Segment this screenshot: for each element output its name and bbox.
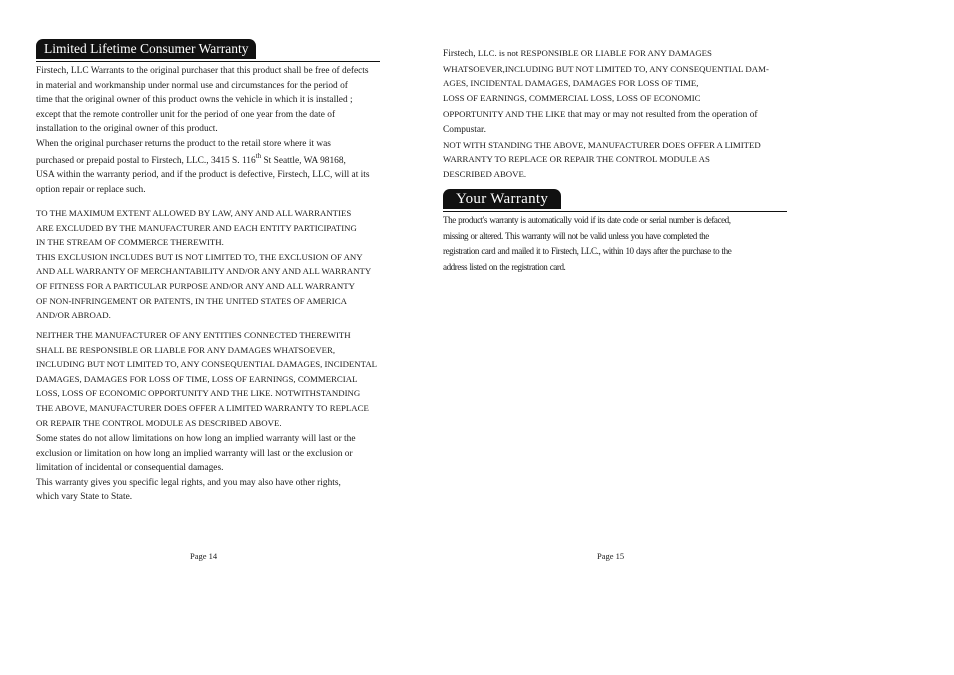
text-line — [443, 107, 793, 123]
text-line: NEITHER THE MANUFACTURER OF ANY ENTITIES CONNECTED THEREWITH — [36, 330, 351, 340]
warranty-terms-paragraph — [36, 64, 386, 197]
text-line: WARRANTY TO REPLACE OR REPAIR THE CONTROL MODULE AS — [443, 154, 710, 165]
page-number: Page 14 — [190, 551, 218, 561]
lifetime-warranty-title: Limited Lifetime Consumer Warranty — [36, 39, 256, 59]
text-line: The product's warranty is automatically void if its date code or serial number is defaced, — [443, 215, 731, 225]
text-line: installation to the original owner of this product. — [36, 124, 218, 135]
state-rights-paragraph — [36, 432, 386, 505]
text-line: ARE EXCLUDED BY THE MANUFACTURER AND EACH ENTITY PARTICIPATING — [36, 222, 357, 233]
address-line — [36, 151, 386, 169]
text-line: This warranty gives you specific legal rights, and you may also have other rights, — [36, 477, 341, 488]
text-line: which vary State to State. — [36, 492, 133, 503]
text-line: except that the remote controller unit for the period of one year from the date of — [36, 109, 336, 120]
your-warranty-title: Your Warranty — [443, 189, 561, 209]
text-line: OR REPAIR THE CONTROL MODULE AS DESCRIBED ABOVE. — [36, 417, 282, 428]
text-line: AGES, INCIDENTAL DAMAGES, DAMAGES FOR LOSS OF TIME, — [443, 78, 699, 89]
liability-continued-paragraph — [443, 46, 793, 181]
text-line: time that the original owner of this product owns the vehicle in which it is installed ; — [36, 95, 353, 106]
text-line: Firstech, LLC Warrants to the original purchaser that this product shall be free of defects — [36, 66, 369, 76]
text-line: When the original purchaser returns the product to the retail store where it was — [36, 138, 331, 149]
text-line: IN THE STREAM OF COMMERCE THEREWITH. — [36, 237, 224, 248]
your-warranty-paragraph — [443, 213, 793, 275]
text-line: NOT WITH STANDING THE ABOVE, MANUFACTURER DOES OFFER A LIMITED — [443, 139, 761, 150]
company-name: Firstech, — [443, 49, 478, 59]
text-line: option repair or replace such. — [36, 184, 146, 195]
company-suffix: LLC. — [477, 48, 497, 58]
text-line: Compustar. — [443, 124, 486, 135]
text-line: OF NON-INFRINGEMENT OR PATENTS, IN THE UNITED STATES OF AMERICA — [36, 295, 347, 306]
left-page — [36, 0, 386, 675]
liability-paragraph — [36, 328, 386, 430]
text-line: DAMAGES, DAMAGES FOR LOSS OF TIME, LOSS OF EARNINGS, COMMERCIAL — [36, 373, 358, 384]
text-line: WHATSOEVER,INCLUDING BUT NOT LIMITED TO, ANY CONSEQUENTIAL DAM- — [443, 63, 769, 74]
lifetime-warranty-header — [36, 39, 380, 62]
text-line — [443, 46, 793, 62]
text-line: address listed on the registration card. — [443, 261, 566, 272]
text-line: AND/OR ABROAD. — [36, 310, 111, 321]
text-line: in material and workmanship under normal use and circumstances for the period of — [36, 80, 348, 91]
text-line: DESCRIBED ABOVE. — [443, 168, 527, 179]
your-warranty-header — [443, 189, 787, 212]
text-line: INCLUDING BUT NOT LIMITED TO, ANY CONSEQUENTIAL DAMAGES, INCIDENTAL — [36, 359, 378, 370]
text-line: Some states do not allow limitations on how long an implied warranty will last or the — [36, 434, 356, 444]
text-line: LOSS, LOSS OF ECONOMIC OPPORTUNITY AND THE LIKE. NOTWITHSTANDING — [36, 388, 361, 399]
text-line: registration card and mailed it to Firstech, LLC., within 10 days after the purchase to the — [443, 246, 732, 257]
text-line: USA within the warranty period, and if the product is defective, Firstech, LLC, will at its — [36, 170, 370, 181]
warranty-exclusion-paragraph — [36, 206, 386, 323]
text-line: TO THE MAXIMUM EXTENT ALLOWED BY LAW, ANY AND ALL WARRANTIES — [36, 208, 352, 218]
address-line-end: St Seattle, WA 98168, — [261, 155, 346, 166]
text-line: exclusion or limitation on how long an implied warranty will last or the exclusion or — [36, 448, 353, 459]
text-line: OF FITNESS FOR A PARTICULAR PURPOSE AND/OR ANY AND ALL WARRANTY — [36, 280, 355, 291]
text-line: missing or altered. This warranty will not be valid unless you have completed the — [443, 230, 709, 241]
address-line-start: purchased or prepaid postal to Firstech, LLC., 3415 S. 116 — [36, 155, 256, 166]
text-line-rest: that may or may not resulted from the operation of — [565, 110, 758, 121]
text-line: AND ALL WARRANTY OF MERCHANTABILITY AND/OR ANY AND ALL WARRANTY — [36, 266, 372, 277]
text-line-caps: OPPORTUNITY AND THE LIKE — [443, 109, 566, 120]
page-number: Page 15 — [597, 551, 625, 561]
right-page — [443, 0, 793, 675]
text-line-caps: is not RESPONSIBLE OR LIABLE FOR ANY DAMAGES — [496, 48, 712, 58]
text-line: THIS EXCLUSION INCLUDES BUT IS NOT LIMITED TO, THE EXCLUSION OF ANY — [36, 251, 363, 262]
text-line: LOSS OF EARNINGS, COMMERCIAL LOSS, LOSS OF ECONOMIC — [443, 92, 701, 103]
text-line: limitation of incidental or consequential damages. — [36, 463, 224, 474]
ordinal-suffix: th — [255, 151, 262, 160]
text-line: THE ABOVE, MANUFACTURER DOES OFFER A LIMITED WARRANTY TO REPLACE — [36, 402, 369, 413]
text-line: SHALL BE RESPONSIBLE OR LIABLE FOR ANY DAMAGES WHATSOEVER, — [36, 344, 336, 355]
